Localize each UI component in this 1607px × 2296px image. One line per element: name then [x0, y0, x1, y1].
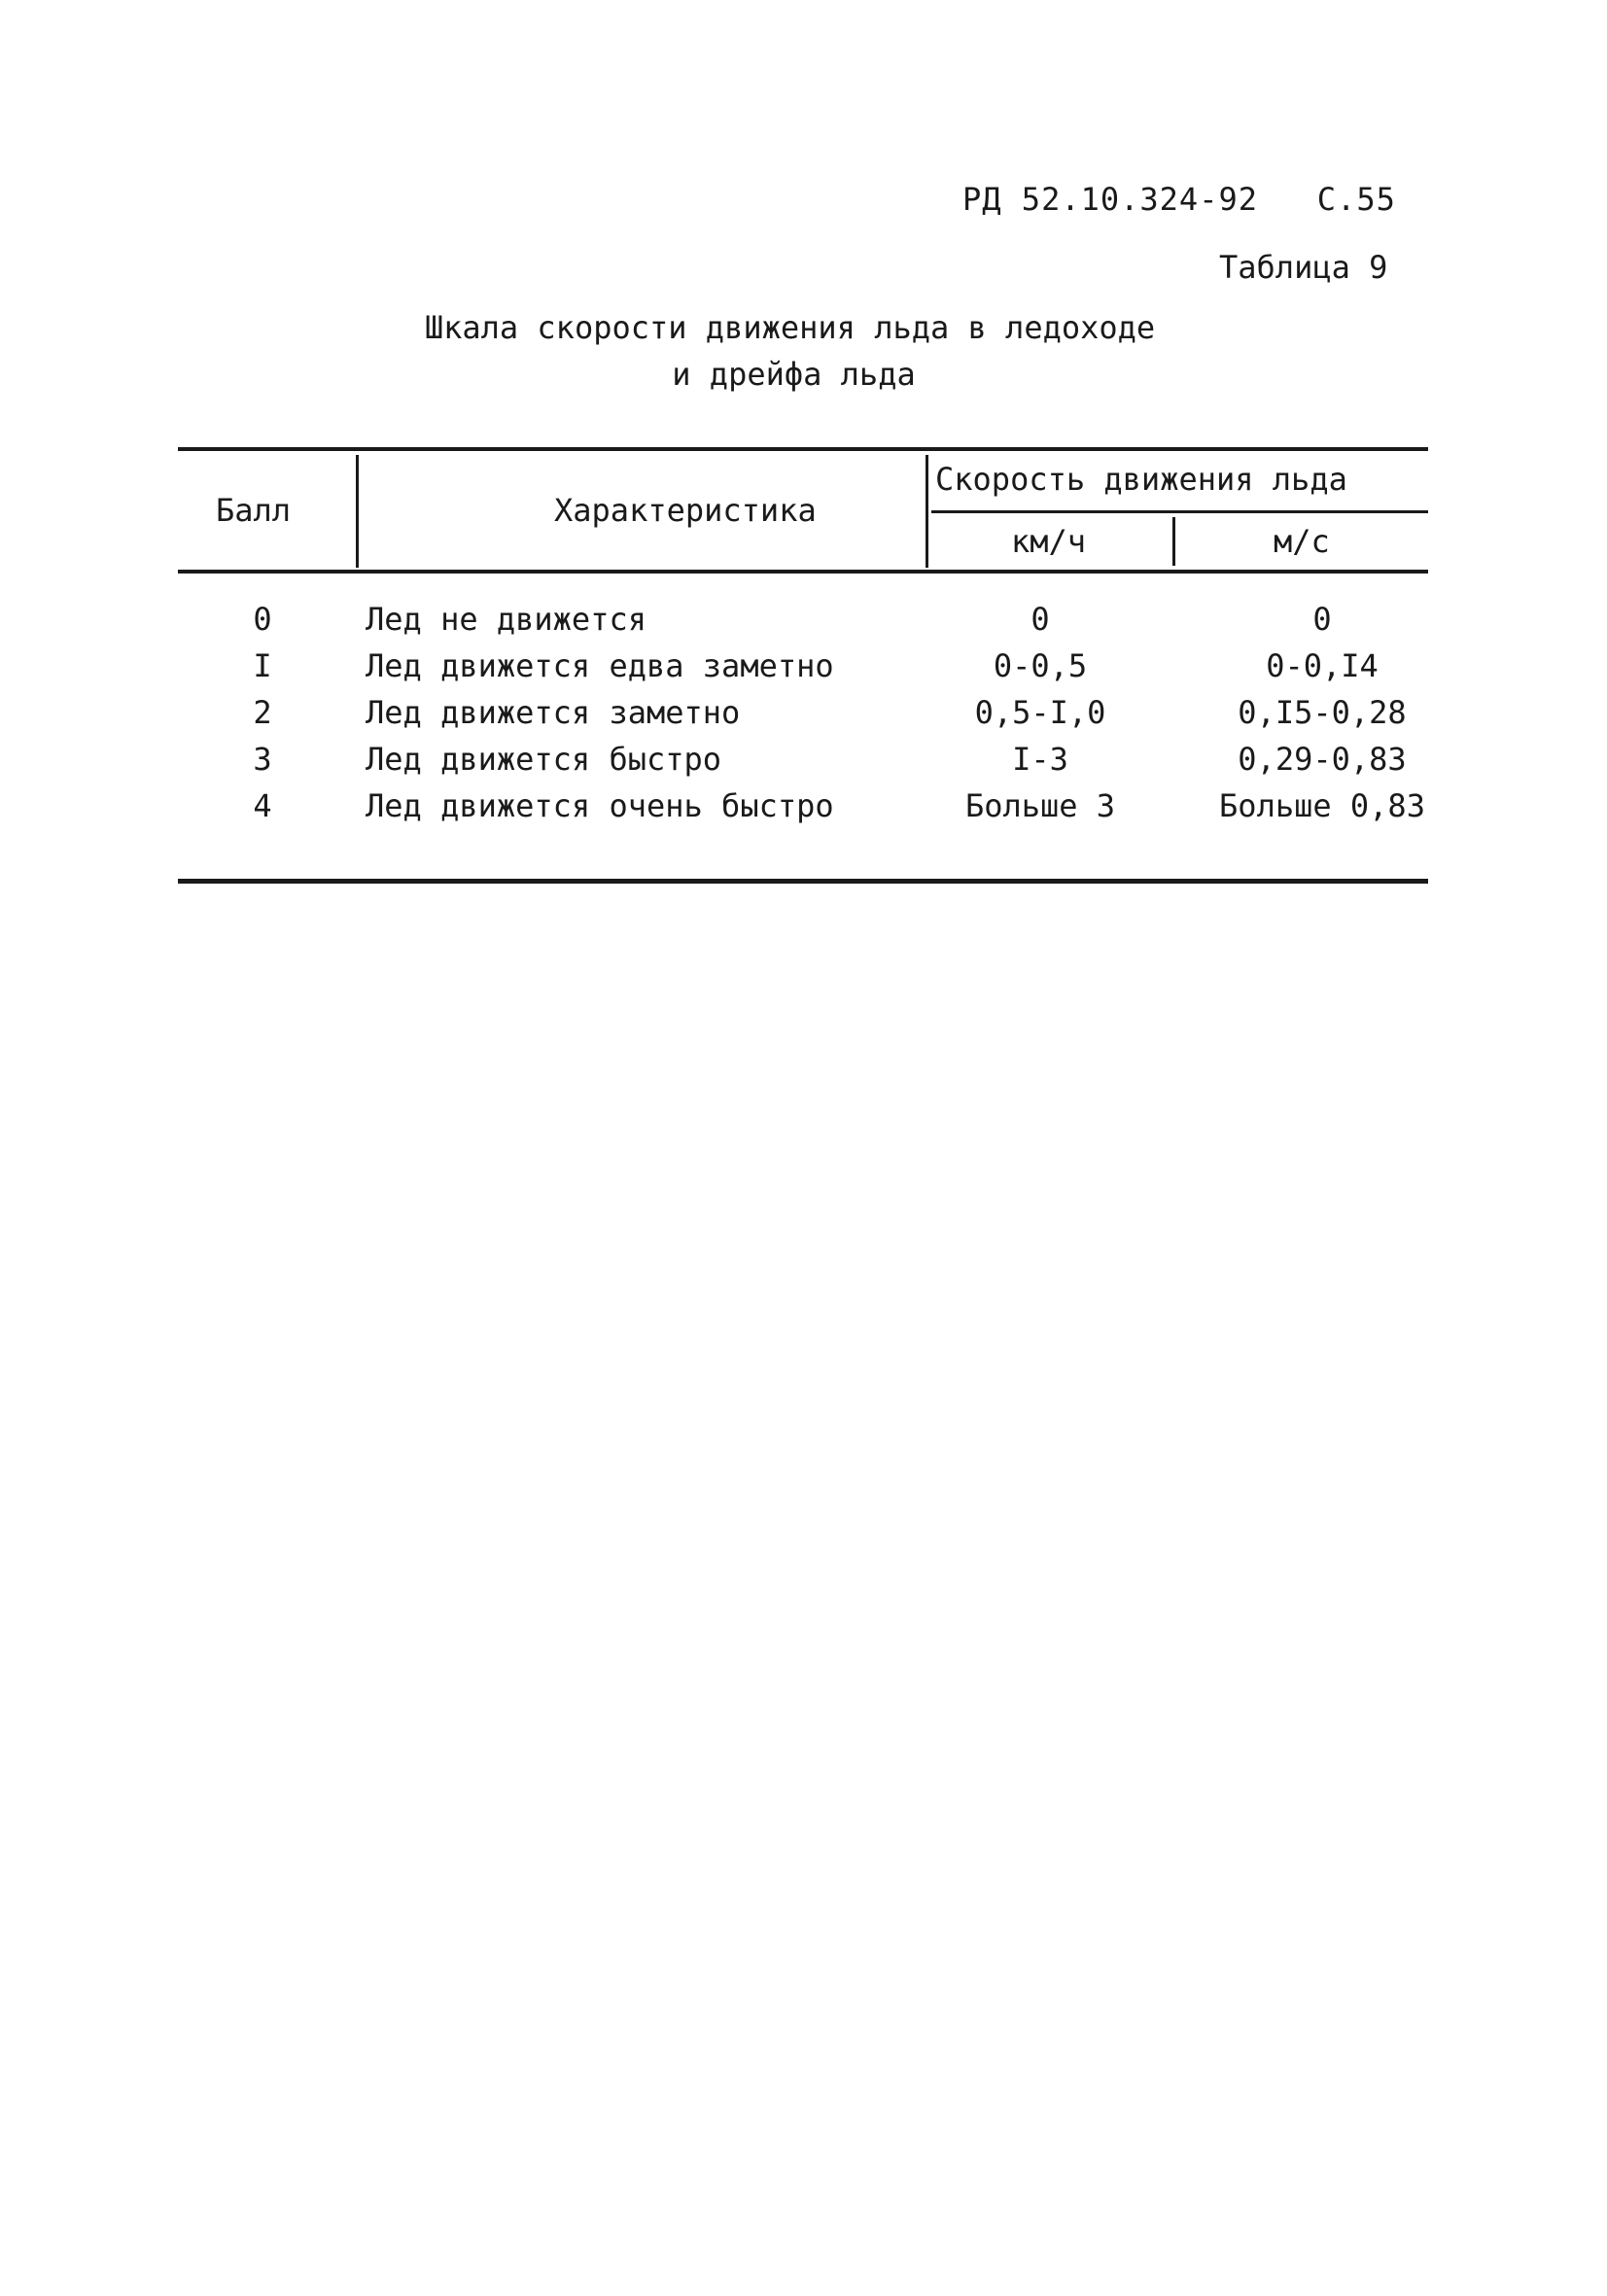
table-title-line-1: Шкала скорости движения льда в ледоходе — [424, 309, 1156, 346]
table-row — [0, 647, 1607, 694]
kmh-cell: 0 — [1031, 601, 1050, 638]
table-top-rule — [178, 447, 1428, 451]
document-header — [962, 181, 1396, 218]
ms-cell: 0,29-0,83 — [1238, 741, 1407, 778]
kmh-cell: 0,5-I,0 — [974, 694, 1106, 731]
ms-cell: Больше 0,83 — [1219, 787, 1425, 824]
characteristic-cell: Лед движется быстро — [366, 741, 722, 778]
characteristic-cell: Лед движется заметно — [366, 694, 741, 731]
table-row — [0, 787, 1607, 834]
characteristic-cell: Лед движется едва заметно — [366, 647, 834, 684]
score-cell: 0 — [253, 601, 272, 638]
score-cell: 2 — [253, 694, 272, 731]
column-divider — [926, 455, 928, 568]
table-bottom-rule — [178, 879, 1428, 884]
score-cell: 3 — [253, 741, 272, 778]
header-ice-speed: Скорость движения льда — [935, 461, 1347, 498]
speed-subheader-rule — [931, 510, 1428, 513]
header-kmh: км/ч — [1011, 523, 1087, 560]
score-cell: I — [253, 647, 272, 684]
score-cell: 4 — [253, 787, 272, 824]
header-score: Балл — [216, 492, 292, 529]
table-row — [0, 741, 1607, 787]
header-characteristic: Характеристика — [554, 492, 817, 529]
ms-cell: 0-0,I4 — [1266, 647, 1379, 684]
table-number: Таблица 9 — [1219, 249, 1388, 286]
column-divider — [356, 455, 359, 568]
column-divider — [1172, 517, 1175, 566]
characteristic-cell: Лед не движется — [366, 601, 646, 638]
header-ms: м/с — [1274, 523, 1330, 560]
table-header-rule — [178, 570, 1428, 574]
characteristic-cell: Лед движется очень быстро — [366, 787, 834, 824]
table-title-line-2: и дрейфа льда — [672, 356, 916, 393]
ms-cell: 0 — [1312, 601, 1332, 638]
table-row — [0, 601, 1607, 647]
kmh-cell: Больше 3 — [964, 787, 1116, 824]
document-code: РД 52.10.324-92 — [962, 181, 1258, 218]
table-row — [0, 694, 1607, 741]
kmh-cell: 0-0,5 — [993, 647, 1088, 684]
kmh-cell: I-3 — [1012, 741, 1068, 778]
ms-cell: 0,I5-0,28 — [1238, 694, 1407, 731]
page-number: С.55 — [1316, 181, 1396, 218]
